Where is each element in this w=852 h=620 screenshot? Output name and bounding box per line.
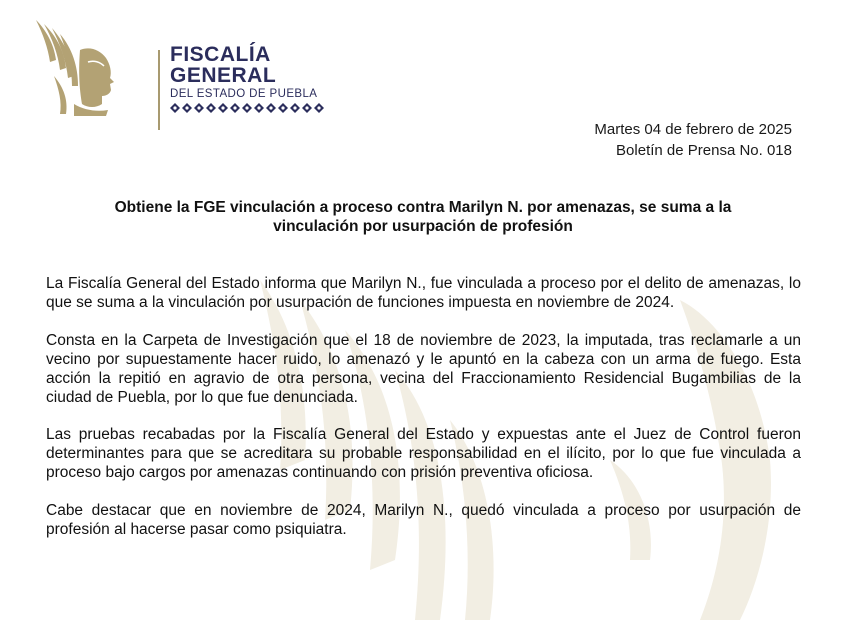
- bulletin-number: Boletín de Prensa No. 018: [616, 142, 792, 159]
- logo: [34, 16, 318, 126]
- body-paragraph: Cabe destacar que en noviembre de 2024, Marilyn N., quedó vinculada a proceso por usurpación de profesión al hacerse pasar como psiquiatra.: [46, 501, 801, 538]
- press-body: [46, 274, 801, 557]
- body-paragraph: Las pruebas recabadas por la Fiscalía General del Estado y expuestas ante el Juez de Control fueron determinantes para que se acreditara su probable responsabilidad en el ilícito, por lo que fue vinculada a proceso bajo cargos por amenazas continuando con prisión preventiva oficiosa.: [46, 426, 801, 481]
- logo-title-line1: FISCALÍA: [170, 43, 271, 66]
- bulletin-date: Martes 04 de febrero de 2025: [594, 121, 792, 138]
- body-paragraph: Consta en la Carpeta de Investigación que el 18 de noviembre de 2023, la imputada, tras reclamarle a un vecino por supuestamente hacer ruido, lo amenazó y le apuntó en la cabeza con un arma de fuego. Esta acción la repitió en agravio de otra persona, vecina del Fraccionamiento Residencial Bugambilias de la ciudad de Puebla, por lo que fue denunciada.: [46, 331, 801, 406]
- bulletin-meta: [594, 119, 792, 161]
- logo-title-line2: GENERAL: [170, 64, 277, 87]
- body-paragraph: La Fiscalía General del Estado informa que Marilyn N., fue vinculada a proceso por el delito de amenazas, lo que se suma a la vinculación por usurpación de funciones impuesta en noviembre de 2024.: [46, 275, 801, 311]
- press-headline: Obtiene la FGE vinculación a proceso contra Marilyn N. por amenazas, se suma a la vinculación por usurpación de profesión: [114, 199, 732, 235]
- logo-subtitle: DEL ESTADO DE PUEBLA: [170, 88, 318, 100]
- logo-divider: [158, 50, 160, 130]
- decorative-pattern-icon: [170, 103, 330, 113]
- logo-wordmark: [170, 44, 330, 113]
- winged-helmet-icon: [34, 16, 116, 116]
